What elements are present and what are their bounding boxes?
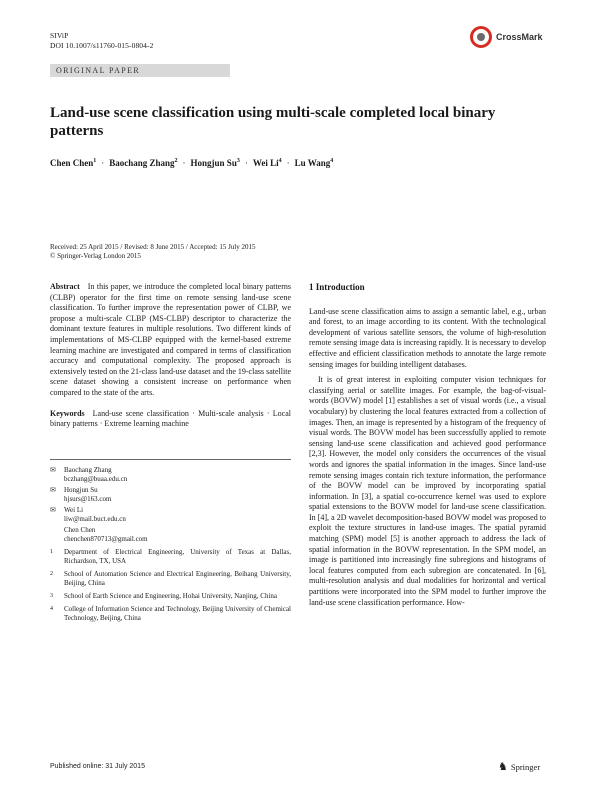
contact-email[interactable]: bczhang@buaa.edu.cn <box>64 474 128 483</box>
keywords <box>50 409 291 430</box>
journal-name: SIViP <box>50 31 69 40</box>
contact-list <box>50 459 291 544</box>
copyright: © Springer-Verlag London 2015 <box>50 252 141 260</box>
contact-item <box>50 526 291 544</box>
contact-name: Wei Li <box>64 505 84 514</box>
intro-paragraph-2: It is of great interest in exploiting computer vision techniques for classifying aerial or satellite images. For example, the bag-of-visual-words (BOVW) model [1] establishes a set of visual words (i.e., a visual vocabulary) by clustering the local features extracted from a collection of images. Then, an image is represented by a histogram of the frequency of visual words. The BOVW model has been successfully applied to remote sensing land-use scene classification and achieved good performance [2,3]. However, the model only considers the occurrences of the visual words and ignores the spatial information in the images. Since land-use remote sensing images contain rich texture information, the performance of the BOVW model can be improved by incorporating spatial information. In [3], a spatial co-occurrence kernel was used to explore spatial extensions to the BOVW model for land-use scene classification. In [4], a 2D wavelet decomposition-based BOVW model was proposed to exploit the texture structures in land-use images. The spatial pyramid matching (SPM) model [5] is another approach to address the lack of spatial information in the BOVW representation. In the SPM model, an image is partitioned into increasingly fine subregions and histograms of local features computed from each subregion are concatenated. In [6], multi-resolution analysis and dual modalities for horizontal and vertical partitions were incorporated into the SPM model to further improve the land-use scene classification performance. How- <box>309 375 546 607</box>
section-heading: 1 Introduction <box>309 282 365 292</box>
envelope-icon: ✉ <box>50 485 56 494</box>
publisher-name: Springer <box>510 761 541 772</box>
envelope-icon: ✉ <box>50 505 56 514</box>
affiliation-number: 1 <box>50 548 53 555</box>
affiliation-list <box>50 548 291 623</box>
contact-item <box>50 486 291 504</box>
affiliation-number: 3 <box>50 592 53 599</box>
author[interactable]: Hongjun Su$^3$ <box>190 158 240 168</box>
springer-horse-icon: ♞ <box>498 761 508 773</box>
envelope-icon: ✉ <box>50 465 56 474</box>
affiliation-number: 4 <box>50 605 53 612</box>
abstract-text: In this paper, we introduce the completed local binary patterns (CLBP) operator for the first time on remote sensing land-use scene classification. To further improve the representation power of CLBP, we propose a multi-scale CLBP (MS-CLBP) descriptor to characterize the dominant texture features in multiple resolutions. Two different kinds of implementations of MS-CLBP equipped with the kernel-based extreme learning machine are investigated and compared in terms of classification accuracy and computational complexity. The proposed approach is extensively tested on the 21-class land-use dataset and the 19-class satellite scene dataset showing a consistent increase on performance when compared to the state of the arts. <box>50 282 291 397</box>
keywords-heading: Keywords <box>50 408 85 418</box>
right-column <box>309 282 546 608</box>
crossmark-badge[interactable] <box>470 25 548 49</box>
keywords-text: Land-use scene classification · Multi-scale analysis · Local binary patterns · Extreme learning machine <box>50 408 291 429</box>
section-banner <box>50 64 230 77</box>
author[interactable]: Baochang Zhang$^2$ <box>109 158 178 168</box>
author[interactable]: Chen Chen$^1$ <box>50 158 97 168</box>
intro-paragraph-1: Land-use scene classification aims to assign a semantic label, e.g., urban and forest, to an image according to its content. With the technological development of various satellite sensors, the volume of high-resolution remote sensing image data is increasing rapidly. It is necessary to develop effective and efficient classification methods to annotate the large remote sensing images for building intelligent databases. <box>309 306 546 369</box>
contact-email[interactable]: chenchen870713@gmail.com <box>64 534 148 543</box>
contact-item <box>50 466 291 484</box>
affiliation-text: Department of Electrical Engineering, University of Texas at Dallas, Richardson, TX, USA <box>64 547 291 565</box>
author-separator: · <box>286 158 290 168</box>
crossmark-label: CrossMark <box>496 32 543 42</box>
abstract <box>50 282 291 399</box>
contact-name: Hongjun Su <box>64 485 98 494</box>
springer-logo[interactable] <box>498 760 540 773</box>
affiliation-number: 2 <box>50 570 53 577</box>
affiliation-item <box>50 592 291 601</box>
left-column <box>50 282 291 627</box>
contact-email[interactable]: hjsurs@163.com <box>64 494 112 503</box>
affiliation-item <box>50 548 291 566</box>
author-separator: · <box>101 158 105 168</box>
section-label: ORIGINAL PAPER <box>56 66 141 75</box>
author-list <box>50 156 550 169</box>
author-separator: · <box>244 158 248 168</box>
doi[interactable]: DOI 10.1007/s11760-015-0804-2 <box>50 41 154 50</box>
author[interactable]: Wei Li$^4$ <box>252 158 282 168</box>
affiliation-item <box>50 605 291 623</box>
author[interactable]: Lu Wang$^4$ <box>294 158 334 168</box>
contact-name: Chen Chen <box>64 525 96 534</box>
author-separator: · <box>182 158 186 168</box>
abstract-heading: Abstract <box>50 282 80 291</box>
history-dates: Received: 25 April 2015 / Revised: 8 June 2015 / Accepted: 15 July 2015 <box>50 243 256 251</box>
affiliation-item <box>50 570 291 588</box>
paper-title: Land-use scene classification using multi-scale completed local binary patterns <box>50 105 496 139</box>
crossmark-icon <box>470 26 492 48</box>
affiliation-text: School of Earth Science and Engineering, Hohai University, Nanjing, China <box>64 591 277 600</box>
journal-header <box>50 31 153 51</box>
affiliation-text: College of Information Science and Technology, Beijing University of Chemical Technology, Beijing, China <box>64 604 291 622</box>
contact-item <box>50 506 291 524</box>
affiliation-text: School of Automation Science and Electrical Engineering, Beihang University, Beijing, China <box>64 569 291 587</box>
article-history <box>50 243 350 261</box>
contact-name: Baochang Zhang <box>64 465 112 474</box>
contact-email[interactable]: liw@mail.buct.edu.cn <box>64 514 126 523</box>
published-date: Published online: 31 July 2015 <box>50 763 145 770</box>
